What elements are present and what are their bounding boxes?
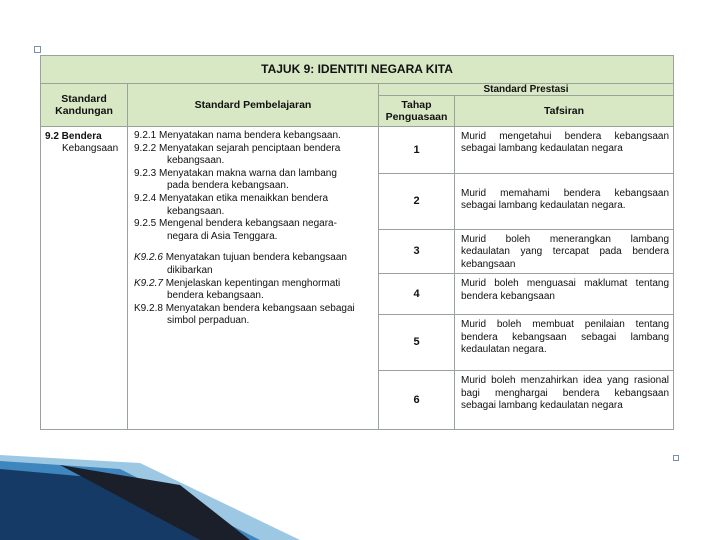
table-title: TAJUK 9: IDENTITI NEGARA KITA: [41, 56, 674, 84]
kandungan-code: 9.2 Bendera: [45, 131, 102, 142]
kandungan-subtitle: Kebangsaan: [62, 143, 119, 154]
tahap-level: 5: [379, 315, 455, 371]
objective-continuation: kebangsaan.: [167, 205, 225, 217]
objective-item: [134, 303, 375, 316]
objective-continuation: pada bendera kebangsaan.: [167, 180, 289, 192]
objective-code: K9.2.7: [134, 277, 166, 289]
header-standard-prestasi: Standard Prestasi: [379, 84, 674, 96]
objective-continuation: dikibarkan: [167, 264, 213, 276]
tafsiran-text: Murid boleh membuat penilaian tentang bendera kebangsaan sebagai lambang kedaulatan negara.: [455, 315, 674, 371]
objective-item: [134, 218, 375, 231]
objective-item: [134, 252, 375, 265]
objective-continuation: kebangsaan.: [167, 155, 225, 167]
objective-item: [134, 278, 375, 291]
objective-code: 9.2.1: [134, 130, 160, 141]
objective-code: K9.2.8: [134, 302, 166, 314]
objective-item: [134, 193, 375, 206]
tahap-level: 1: [379, 127, 455, 174]
header-tahap-penguasaan: Tahap Penguasaan: [379, 96, 455, 127]
slide-bullet-icon: [34, 46, 41, 53]
header-standard-kandungan: Standard Kandungan: [41, 84, 128, 127]
objective-code: K9.2.6: [134, 252, 166, 264]
tafsiran-text: Murid memahami bendera kebangsaan sebagai lambang kedaulatan negara.: [455, 174, 674, 230]
objective-continuation: bendera kebangsaan.: [167, 290, 264, 302]
tafsiran-text: Murid boleh menzahirkan idea yang rasional bagi menghargai bendera kebangsaan sebagai lambang kedaulatan negara: [455, 371, 674, 430]
header-tafsiran: Tafsiran: [455, 96, 674, 127]
tahap-level: 3: [379, 230, 455, 274]
objective-text: Menyatakan bendera kebangsaan sebagai: [165, 302, 355, 314]
tafsiran-text: Murid boleh menguasai maklumat tentang bendera kebangsaan: [455, 274, 674, 315]
objective-text: Menyatakan sejarah penciptaan bendera: [159, 142, 341, 154]
objective-code: 9.2.4: [134, 192, 160, 204]
objective-text: Menyatakan makna warna dan lambang: [159, 167, 337, 179]
standard-pembelajaran-cell: [128, 127, 379, 430]
objective-text: Menyatakan nama bendera kebangsaan.: [159, 130, 341, 141]
objective-code: 9.2.3: [134, 167, 160, 179]
tafsiran-text: Murid boleh menerangkan lambang kedaulatan yang tercapat pada bendera kebangsaan: [455, 230, 674, 274]
tahap-level: 4: [379, 274, 455, 315]
objective-code: 9.2.5: [134, 218, 160, 230]
curriculum-table: [40, 55, 674, 430]
tafsiran-text: Murid mengetahui bendera kebangsaan sebagai lambang kedaulatan negara: [455, 127, 674, 174]
objective-code: 9.2.2: [134, 142, 160, 154]
tahap-level: 6: [379, 371, 455, 430]
objective-text: Mengenal bendera kebangsaan negara-: [159, 218, 337, 230]
tahap-level: 2: [379, 174, 455, 230]
objective-item: [134, 143, 375, 156]
objective-text: Menyatakan etika menaikkan bendera: [159, 192, 329, 204]
standard-kandungan-cell: [41, 127, 128, 430]
objective-item: [134, 168, 375, 181]
objective-item: [134, 130, 375, 143]
slide-decoration: [0, 455, 720, 540]
header-standard-pembelajaran: Standard Pembelajaran: [128, 84, 379, 127]
objective-text: Menyatakan tujuan bendera kebangsaan: [165, 252, 347, 264]
objective-continuation: negara di Asia Tenggara.: [167, 230, 278, 242]
objective-continuation: simbol perpaduan.: [167, 315, 250, 327]
objective-text: Menjelaskan kepentingan menghormati: [165, 277, 341, 289]
